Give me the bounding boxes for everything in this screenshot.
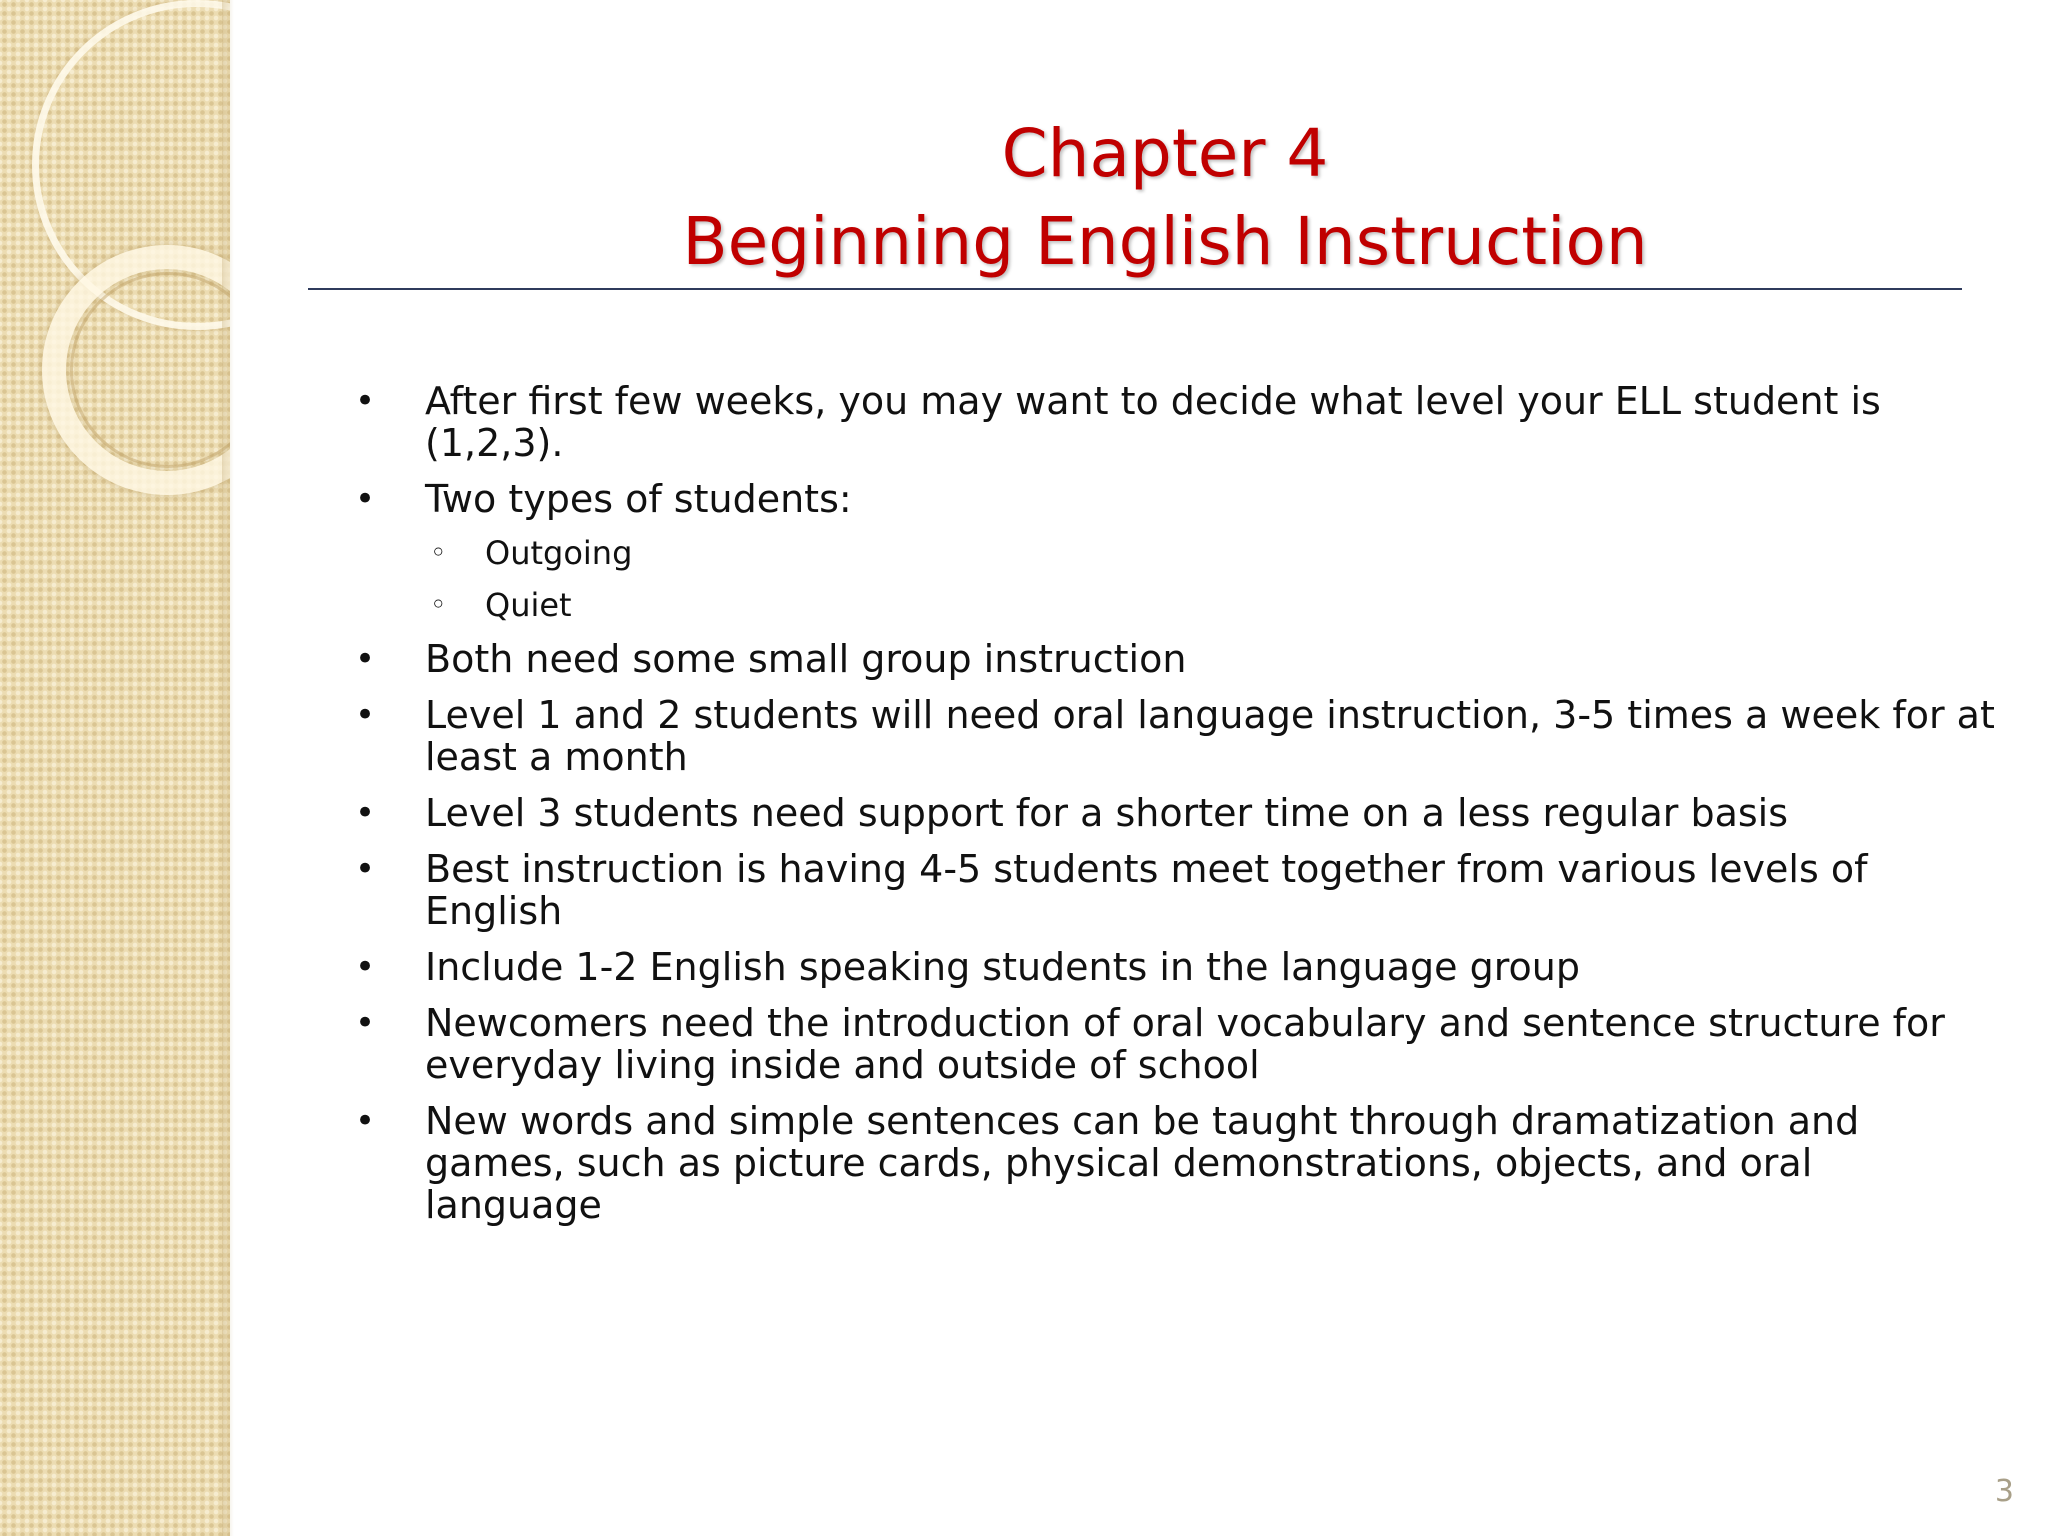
- sub-bullet-item: ◦ Outgoing: [355, 534, 1995, 572]
- sub-bullet-item: ◦ Quiet: [355, 586, 1995, 624]
- bullet-list: [355, 380, 1995, 1240]
- bullet-item: • Two types of students:: [355, 478, 1995, 520]
- slide-title-line-2: Beginning English Instruction: [682, 203, 1648, 280]
- slide-title: [300, 110, 2030, 286]
- bullet-item: • Level 3 students need support for a shorter time on a less regular basis: [355, 792, 1995, 834]
- title-divider: [308, 288, 1962, 290]
- bullet-item: • Newcomers need the introduction of oral vocabulary and sentence structure for everyday living inside and outside of school: [355, 1002, 1995, 1086]
- bullet-item: • Best instruction is having 4-5 students meet together from various levels of English: [355, 848, 1995, 932]
- bullet-item: • Include 1-2 English speaking students in the language group: [355, 946, 1995, 988]
- page-number: 3: [1994, 1474, 2014, 1509]
- decorative-sidebar: [0, 0, 230, 1536]
- sidebar-edge-shadow: [222, 0, 234, 1536]
- bullet-item: • After first few weeks, you may want to decide what level your ELL student is (1,2,3).: [355, 380, 1995, 464]
- bullet-item: • Both need some small group instruction: [355, 638, 1995, 680]
- bullet-item: • New words and simple sentences can be taught through dramatization and games, such as picture cards, physical demonstrations, objects, and oral language: [355, 1100, 1995, 1226]
- bullet-item: • Level 1 and 2 students will need oral language instruction, 3-5 times a week for at least a month: [355, 694, 1995, 778]
- slide-title-line-1: Chapter 4: [1001, 115, 1329, 192]
